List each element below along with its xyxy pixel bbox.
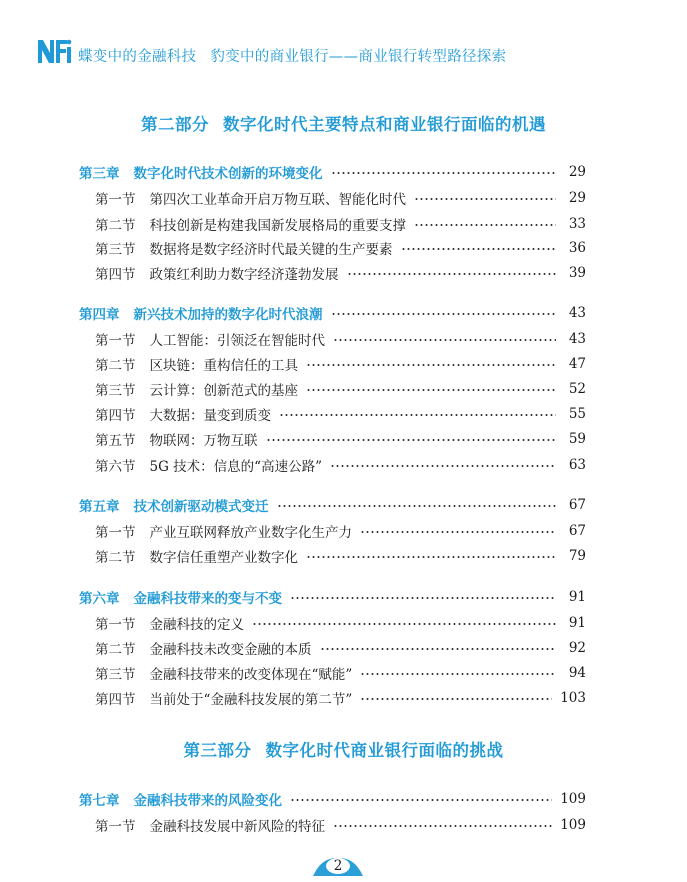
part-heading [0, 111, 687, 135]
page-number: 63 [568, 457, 586, 473]
toc-section[interactable] [0, 236, 687, 260]
section-title: 当前处于“金融科技发展的第二节” [149, 692, 353, 708]
part-title: 数字化时代商业银行面临的挑战 [265, 741, 504, 760]
chapter-label: 第六章 [79, 591, 120, 607]
leader-dots [252, 617, 556, 631]
running-header [36, 30, 506, 66]
leader-dots [333, 819, 552, 833]
series-title: 蝶变中的金融科技 [78, 49, 197, 65]
toc-section[interactable] [0, 427, 687, 451]
page-number: 33 [568, 216, 586, 232]
part-title: 数字化时代主要特点和商业银行面临的机遇 [223, 115, 546, 134]
leader-dots [347, 267, 557, 281]
section-label: 第三节 [95, 242, 136, 258]
leader-dots [330, 459, 556, 473]
section-label: 第一节 [95, 192, 136, 208]
leader-dots [333, 333, 556, 347]
toc-section[interactable] [0, 402, 687, 426]
page-number: 52 [568, 381, 586, 397]
page-number: 43 [568, 331, 586, 347]
page-number: 67 [568, 523, 586, 539]
page-number: 55 [568, 406, 586, 422]
page-number: 103 [560, 690, 586, 706]
section-title: 5G 技术：信息的“高速公路” [149, 459, 322, 475]
section-title: 金融科技带来的改变体现在“赋能” [149, 667, 353, 683]
leader-dots [306, 550, 556, 564]
toc-section[interactable] [0, 261, 687, 285]
page-number: 67 [568, 497, 586, 513]
page-number: 91 [568, 589, 586, 605]
section-title: 金融科技的定义 [149, 617, 244, 633]
part-heading [0, 737, 687, 761]
section-title: 数字信任重塑产业数字化 [149, 550, 298, 566]
section-title: 科技创新是构建我国新发展格局的重要支撑 [149, 218, 406, 234]
toc-section[interactable] [0, 636, 687, 660]
toc-section[interactable] [0, 186, 687, 210]
section-title: 数据将是数字经济时代最关键的生产要素 [149, 242, 393, 258]
page-number: 29 [568, 164, 586, 180]
section-label: 第一节 [95, 333, 136, 349]
section-label: 第一节 [95, 819, 136, 835]
page-number: 29 [568, 190, 586, 206]
page-number: 43 [568, 305, 586, 321]
leader-dots [320, 642, 557, 656]
chapter-label: 第四章 [79, 307, 120, 323]
part-label: 第二部分 [141, 115, 209, 134]
chapter-title: 新兴技术加持的数字化时代浪潮 [133, 307, 323, 323]
section-title: 大数据：量变到质变 [149, 408, 271, 424]
section-label: 第二节 [95, 642, 136, 658]
page-number: 92 [568, 640, 586, 656]
section-label: 第四节 [95, 408, 136, 424]
leader-dots [290, 793, 552, 807]
leader-dots [414, 192, 556, 206]
leader-dots [290, 591, 556, 605]
book-title: 豹变中的商业银行——商业银行转型路径探索 [210, 49, 507, 65]
toc-section[interactable] [0, 327, 687, 351]
leader-dots [360, 692, 552, 706]
toc-section[interactable] [0, 686, 687, 710]
chapter-title: 技术创新驱动模式变迁 [133, 499, 269, 515]
toc-chapter-5[interactable] [0, 493, 687, 517]
section-label: 第二节 [95, 218, 136, 234]
toc-section[interactable] [0, 611, 687, 635]
toc-section[interactable] [0, 813, 687, 837]
section-title: 区块链：重构信任的工具 [149, 358, 298, 374]
section-title: 金融科技发展中新风险的特征 [149, 819, 325, 835]
section-label: 第六节 [95, 459, 136, 475]
page-number: 91 [568, 615, 586, 631]
page-number: 36 [568, 240, 586, 256]
folio [313, 854, 363, 878]
page-number: 109 [560, 791, 586, 807]
chapter-label: 第七章 [79, 793, 120, 809]
leader-dots [277, 499, 557, 513]
toc-section[interactable] [0, 453, 687, 477]
leader-dots [331, 166, 557, 180]
section-label: 第三节 [95, 383, 136, 399]
chapter-label: 第五章 [79, 499, 120, 515]
section-label: 第三节 [95, 667, 136, 683]
page-number: 47 [568, 356, 586, 372]
leader-dots [306, 383, 556, 397]
toc-section[interactable] [0, 352, 687, 376]
section-title: 金融科技未改变金融的本质 [149, 642, 312, 658]
leader-dots [306, 358, 556, 372]
page-number: 79 [568, 548, 586, 564]
section-label: 第四节 [95, 692, 136, 708]
part-label: 第三部分 [183, 741, 252, 760]
chapter-title: 金融科技带来的风险变化 [133, 793, 282, 809]
section-title: 产业互联网释放产业数字化生产力 [149, 525, 352, 541]
section-title: 政策红利助力数字经济蓬勃发展 [149, 267, 339, 283]
section-label: 第二节 [95, 358, 136, 374]
section-title: 人工智能：引领泛在智能时代 [149, 333, 325, 349]
chapter-label: 第三章 [79, 166, 120, 182]
toc-section[interactable] [0, 519, 687, 543]
section-label: 第四节 [95, 267, 136, 283]
folio-number: 2 [333, 858, 343, 874]
page-number: 39 [568, 265, 586, 281]
toc-section[interactable] [0, 544, 687, 568]
page-number: 109 [560, 817, 586, 833]
header-title [78, 49, 506, 66]
leader-dots [414, 218, 556, 232]
chapter-title: 数字化时代技术创新的环境变化 [133, 166, 323, 182]
section-title: 云计算：创新范式的基座 [149, 383, 298, 399]
toc-section[interactable] [0, 212, 687, 236]
leader-dots [331, 307, 557, 321]
leader-dots [266, 433, 557, 447]
section-title: 物联网：万物互联 [149, 433, 258, 449]
section-title: 第四次工业革命开启万物互联、智能化时代 [149, 192, 406, 208]
page-number: 94 [568, 665, 586, 681]
leader-dots [279, 408, 556, 422]
section-label: 第一节 [95, 617, 136, 633]
leader-dots [360, 667, 556, 681]
toc-section[interactable] [0, 661, 687, 685]
toc-chapter-7[interactable] [0, 787, 687, 811]
section-label: 第二节 [95, 550, 136, 566]
section-label: 第一节 [95, 525, 136, 541]
toc-chapter-6[interactable] [0, 585, 687, 609]
section-label: 第五节 [95, 433, 136, 449]
page-number: 59 [568, 431, 586, 447]
toc-chapter-4[interactable] [0, 301, 687, 325]
toc-section[interactable] [0, 377, 687, 401]
toc-chapter-3[interactable] [0, 160, 687, 184]
chapter-title: 金融科技带来的变与不变 [133, 591, 282, 607]
publisher-logo [36, 34, 72, 66]
leader-dots [401, 242, 557, 256]
leader-dots [360, 525, 556, 539]
